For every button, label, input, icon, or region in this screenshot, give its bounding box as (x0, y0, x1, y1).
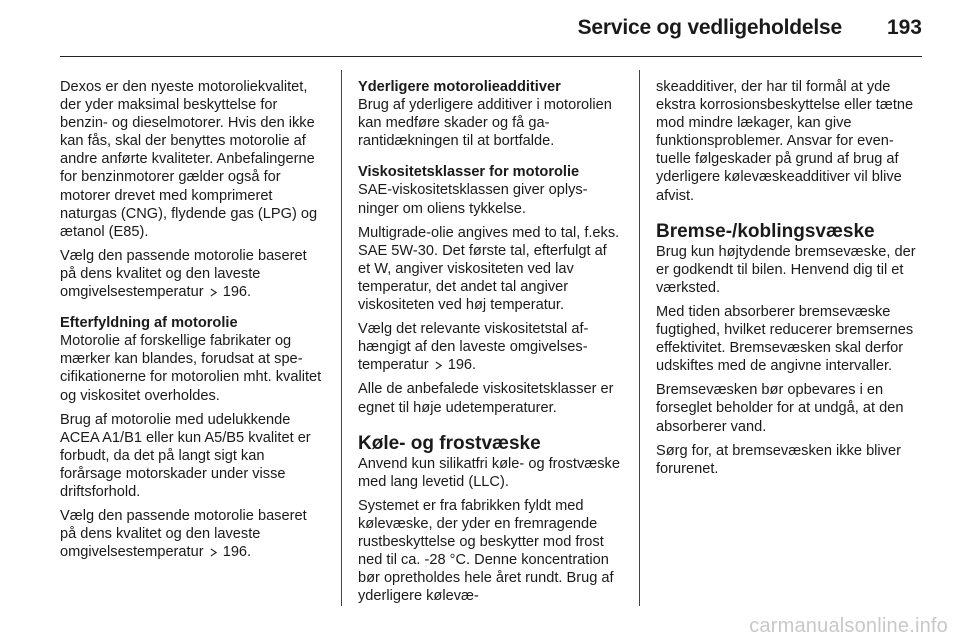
section-heading: Efterfyldning af motorolie (60, 315, 238, 332)
section-title: Køle- og frostvæske (358, 432, 541, 454)
page-number: 193 (886, 16, 922, 39)
page-title: Service og vedligeholdelse (577, 16, 842, 39)
paragraph: Anvend kun silikatfri køle- og frostvæske med lang levetid (LLC). (358, 455, 620, 490)
page-reference[interactable]: 196. (208, 284, 251, 300)
page-ref-arrow-icon (209, 548, 218, 557)
page-reference[interactable]: 196. (433, 357, 476, 373)
header-rule (60, 56, 922, 57)
page-header (0, 0, 960, 48)
paragraph: SAE-viskositetsklassen giver oplysninger om oliens tykkelse. (358, 182, 588, 217)
watermark: carmanualsonline.info (749, 615, 948, 637)
column-3 (656, 78, 918, 484)
section-heading: Yderligere motorolieadditiver (358, 79, 561, 95)
section-heading: Viskositetsklasser for motorolie (358, 164, 580, 181)
paragraph: Brug kun højtydende bremsevæske, der er godkendt til bilen. Henvend dig til et værksted. (656, 243, 916, 296)
column-divider (639, 70, 640, 606)
paragraph: Motorolie af forskellige fabrikater og mærker kan blandes, forudsat at specifikationerne for motorolien mht. kvalitet og viskositet overholdes. (60, 333, 322, 404)
paragraph: Vælg det relevante viskositetstal afhængigt af den laveste omgivelsestemperatur 196. (358, 321, 589, 374)
page-ref-arrow-icon (434, 361, 443, 370)
paragraph: Alle de anbefalede viskositetsklasser er egnet til høje udetemperaturer. (358, 381, 614, 416)
paragraph: Vælg den passende motorolie baseret på dens kvalitet og den laveste omgivelsestemperatur 196. (60, 508, 307, 561)
paragraph: Brug af motorolie med udelukkende ACEA A1/B1 eller kun A5/B5 kvalitet er forbudt, da det på langt sigt kan forårsage motorskader under visse driftsforhold. (60, 411, 311, 500)
paragraph: Systemet er fra fabrikken fyldt med kølevæske, der yder en fremragende rustbeskyttelse og beskytter mod frost ned til ca. -28 °C. Denne koncentration bør opretholdes hele året rundt. Brug af yderligere kølevæ- (358, 497, 614, 605)
paragraph: Bremsevæsken bør opbevares i en forseglet beholder for at undgå, at den absorberer vand. (656, 382, 904, 435)
paragraph: skeadditiver, der har til formål at yde ekstra korrosionsbeskyttelse eller tætne mod mindre lækager, kan give funktionsproblemer. Ansvar for eventuelle følgeskader på grund af brug af yderligere kølevæskeadditiver vil blive afvist. (656, 79, 914, 204)
page-ref-arrow-icon (209, 288, 218, 297)
paragraph: Dexos er den nyeste motoroliekvalitet, der yder maksimal beskyttelse for benzin- og dieselmotorer. Hvis den ikke kan fås, skal der benyttes motorolie af andre anførte kvaliteter. Anbefalingerne for benzinmotorer gælder også for motorer drevet med komprimeret naturgas (CNG), flydende gas (LPG) og ætanol (E85). (60, 79, 318, 240)
paragraph: Multigrade-olie angives med to tal, f.eks. SAE 5W-30. Det første tal, efterfulgt af et W, angiver viskositeten ved lav temperatur, det andet tal angiver viskositeten ved høj temperatur. (358, 224, 620, 314)
paragraph: Sørg for, at bremsevæsken ikke bliver forurenet. (656, 442, 901, 477)
paragraph: Med tiden absorberer bremsevæske fugtighed, hvilket reducerer bremsernes effektivitet. Bremsevæsken skal derfor udskiftes med de angivne intervaller. (656, 303, 914, 375)
paragraph: Brug af yderligere additiver i motorolien kan medføre skader og få garantidækningen til at bortfalde. (358, 97, 612, 150)
column-divider (341, 70, 342, 606)
column-1 (60, 78, 322, 567)
page-reference[interactable]: 196. (208, 544, 251, 560)
paragraph: Vælg den passende motorolie baseret på dens kvalitet og den laveste omgivelsestemperatur 196. (60, 247, 307, 301)
section-title: Bremse-/koblingsvæske (656, 220, 875, 242)
column-2 (358, 78, 620, 611)
